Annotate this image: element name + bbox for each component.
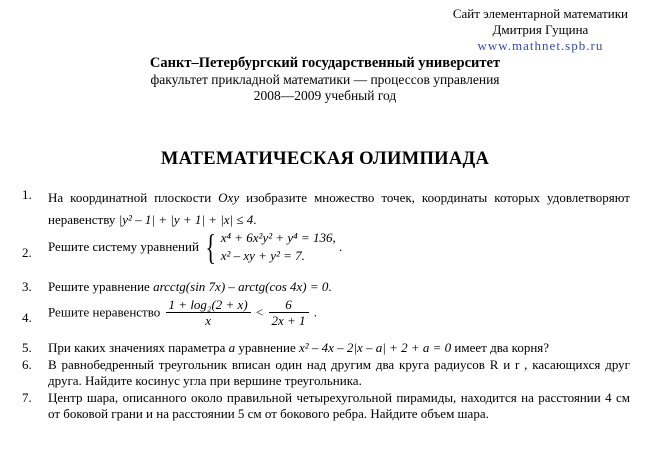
punctuation: .	[328, 279, 332, 294]
problem-text: изобразите множество точек, координаты которых удовлетворяют неравенству	[48, 190, 630, 227]
problem-formula: x² – 4x – 2|x – a| + 2 + a = 0	[298, 340, 452, 355]
problem-text: Решите уравнение	[48, 279, 150, 294]
university-name: Санкт–Петербургский государственный университет	[149, 55, 501, 71]
academic-year: 2008—2009 учебный год	[253, 88, 397, 103]
punctuation: .	[338, 238, 343, 254]
fraction-denominator: 2x + 1	[271, 313, 306, 328]
faculty-name: факультет прикладной математики — процессов управления	[150, 72, 500, 87]
problem-text: При каких значениях параметра	[48, 340, 226, 355]
equation-system	[221, 229, 336, 265]
fraction-denominator: x	[205, 313, 211, 328]
problem-number: 1.	[22, 187, 32, 202]
problem-7: Центр шара, описанного около правильной четырехугольной пирамиды, находится на расстоянии 4 см от боковой грани и на расстоянии 5 см от бокового ребра. Найдите объем шара.	[48, 390, 630, 422]
punctuation: .	[253, 212, 257, 227]
parameter: a	[228, 340, 236, 355]
site-author: Дмитрия Гущина	[492, 22, 589, 37]
problem-4	[48, 297, 630, 328]
document-header	[0, 54, 650, 104]
problem-number: 6.	[22, 357, 32, 372]
punctuation: .	[313, 304, 318, 320]
system-equation-1: x⁴ + 6x²y² + y⁴ = 136,	[220, 230, 336, 245]
problem-number: 3.	[22, 279, 32, 294]
problem-5	[48, 340, 630, 356]
fraction-right	[269, 297, 309, 328]
problem-3	[48, 279, 630, 295]
problem-text: На координатной плоскости	[48, 190, 212, 205]
problem-number: 7.	[22, 390, 32, 405]
problem-number: 5.	[22, 340, 32, 355]
problem-1	[48, 187, 630, 231]
site-name: Сайт элементарной математики	[452, 6, 628, 21]
problem-formula: |y² – 1| + |y + 1| + |x| ≤ 4	[118, 212, 254, 227]
problem-number: 4.	[22, 310, 32, 325]
page-title: МАТЕМАТИЧЕСКАЯ ОЛИМПИАДА	[160, 149, 490, 169]
problem-text: уравнение	[238, 340, 296, 355]
problem-text: имеет два корня?	[454, 340, 550, 355]
fraction-numerator: 6	[269, 297, 309, 313]
site-url-link[interactable]: www.mathnet.spb.ru	[477, 38, 604, 53]
site-credit	[453, 6, 628, 54]
relation-sign: <	[255, 304, 264, 320]
system-equation-2: x² – xy + y² = 7.	[220, 248, 305, 263]
system-brace: {	[205, 227, 217, 267]
problem-6: В равнобедренный треугольник вписан один над другим два круга радиусов R и r , касающихся друг друга. Найдите косинус угла при вершине треугольника.	[48, 357, 630, 389]
fraction-numerator: 1 + log₂(2 + x)	[166, 297, 251, 313]
problem-text: Решите систему уравнений	[48, 238, 199, 254]
plane-variable: Oxy	[218, 190, 240, 205]
problem-formula: arcctg(sin 7x) – arctg(cos 4x) = 0	[153, 279, 329, 294]
problem-number: 2.	[22, 245, 32, 260]
problem-text: Решите неравенство	[48, 304, 161, 320]
problem-2	[48, 229, 630, 273]
fraction-left	[166, 297, 251, 328]
